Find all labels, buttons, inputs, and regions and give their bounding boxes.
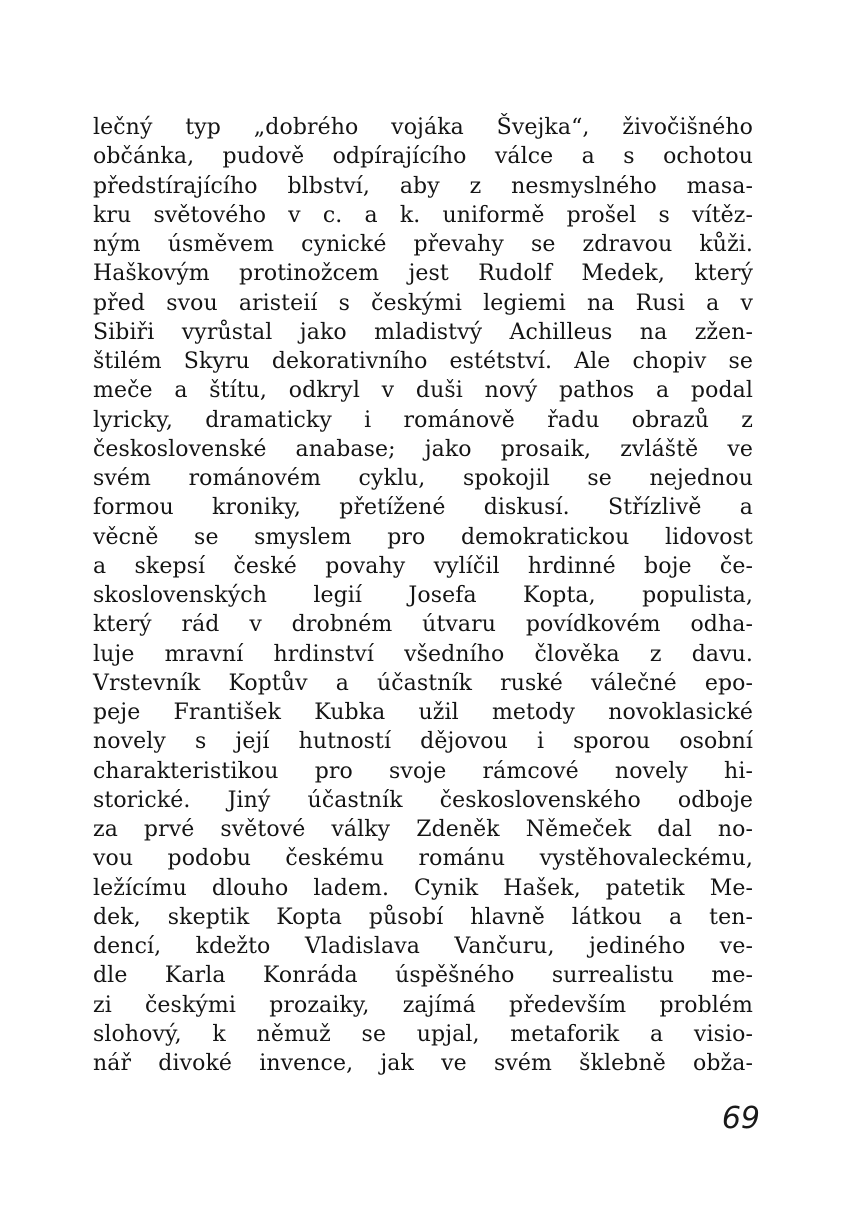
- text-line: meče a štítu, odkryl v duši nový pathos a podal: [93, 378, 753, 404]
- text-line: Sibiři vyrůstal jako mladistvý Achilleus na zžen-: [93, 319, 753, 345]
- text-line: zi českými prozaiky, zajímá především problém: [93, 992, 753, 1018]
- text-line: nář divoké invence, jak ve svém šklebně obža-: [93, 1051, 753, 1076]
- text-line: charakteristikou pro svoje rámcové novely hi-: [93, 758, 753, 784]
- text-line: peje František Kubka užil metody novoklasické: [93, 700, 753, 725]
- text-line: dek, skeptik Kopta působí hlavně látkou a ten-: [93, 904, 753, 930]
- text-line: kru světového v c. a k. uniformě prošel s vítěz-: [93, 202, 753, 228]
- text-line: předstírajícího blbství, aby z nesmyslného masa-: [93, 173, 753, 199]
- text-line: formou kroniky, přetížené diskusí. Střízlivě a: [93, 495, 753, 521]
- text-line: dle Karla Konráda úspěšného surrealistu me-: [93, 963, 753, 989]
- text-line: lečný typ „dobrého vojáka Švejka“, živočišného: [93, 115, 753, 140]
- text-line: lyricky, dramaticky i románově řadu obrazů z: [93, 407, 753, 433]
- text-line: který rád v drobném útvaru povídkovém odha-: [93, 612, 753, 638]
- text-line: Vrstevník Koptův a účastník ruské válečné epo-: [93, 670, 753, 696]
- text-line: Haškovým protinožcem jest Rudolf Medek, který: [93, 261, 753, 287]
- text-line: a skepsí české povahy vylíčil hrdinné boje če-: [93, 553, 753, 579]
- text-line: luje mravní hrdinství všedního člověka z davu.: [93, 641, 753, 667]
- text-line: storické. Jiný účastník československého odboje: [93, 787, 753, 813]
- text-line: za prvé světové války Zdeněk Němeček dal no-: [93, 817, 753, 842]
- text-line: vou podobu českému románu vystěhovaleckému,: [93, 846, 753, 872]
- page-number: 69: [721, 1101, 760, 1136]
- text-line: slohový, k němuž se upjal, metaforik a visio-: [93, 1021, 753, 1047]
- text-line: svém románovém cyklu, spokojil se nejednou: [93, 466, 753, 491]
- text-line: skoslovenských legií Josefa Kopta, populista,: [93, 583, 753, 608]
- text-line: československé anabase; jako prosaik, zvláště ve: [93, 436, 753, 462]
- text-line: ležícímu dlouho ladem. Cynik Hašek, patetik Me-: [93, 875, 753, 901]
- text-line: před svou aristeií s českými legiemi na Rusi a v: [93, 290, 753, 316]
- text-line: věcně se smyslem pro demokratickou lidovost: [93, 524, 753, 550]
- text-line: novely s její hutností dějovou i sporou osobní: [93, 729, 753, 755]
- text-line: dencí, kdežto Vladislava Vančuru, jediného ve-: [93, 934, 753, 959]
- text-line: ným úsměvem cynické převahy se zdravou kůži.: [93, 232, 753, 257]
- body-text: [93, 113, 753, 1078]
- text-line: občánka, pudově odpírajícího válce a s ochotou: [93, 144, 753, 170]
- text-line: štilém Skyru dekorativního estétství. Ale chopiv se: [93, 349, 753, 374]
